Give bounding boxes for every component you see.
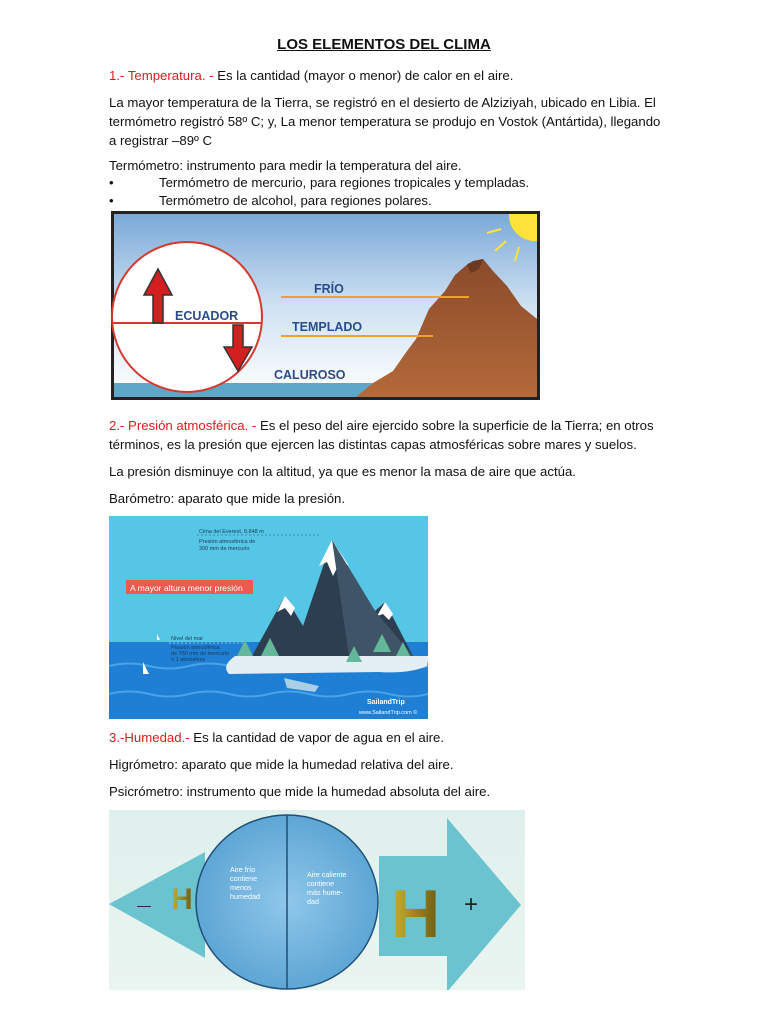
humidity-figure: [109, 810, 525, 990]
sec3-heading: 3.-Humedad.-: [109, 730, 190, 745]
sec3-psychrometer: Psicrómetro: instrumento que mide la humedad absoluta del aire.: [109, 784, 491, 799]
sec2-paragraph-1: [109, 416, 669, 454]
sec3-definition: Es la cantidad de vapor de agua en el aire.: [189, 730, 445, 745]
svg-text:Presión atmosférica de: Presión atmosférica de: [199, 539, 256, 545]
plus-icon: +: [464, 891, 479, 918]
climate-zones-figure: [111, 211, 540, 400]
svg-text:300 mm de mercurio: 300 mm de mercurio: [199, 546, 250, 552]
bullet-text: Termómetro de mercurio, para regiones tropicales y templadas.: [159, 175, 530, 190]
svg-text:contiene: contiene: [307, 879, 335, 888]
svg-text:Aire frío: Aire frío: [230, 865, 256, 874]
h-large-icon: H: [391, 876, 441, 952]
caluroso-label: CALUROSO: [274, 368, 346, 382]
h-small-icon: H: [171, 883, 193, 916]
minus-icon: —: [137, 897, 151, 913]
frio-label: FRÍO: [314, 282, 344, 296]
ecuador-label: ECUADOR: [175, 309, 239, 323]
svg-text:Nivel del mar: Nivel del mar: [171, 636, 204, 642]
sec1-definition: Es la cantidad (mayor o menor) de calor en el aire.: [213, 68, 514, 83]
sec2-barometer: Barómetro: aparato que mide la presión.: [109, 491, 346, 506]
svg-text:dad: dad: [307, 897, 319, 906]
altitude-label: A mayor altura menor presión: [130, 583, 243, 593]
svg-text:menos: menos: [230, 883, 252, 892]
sec3-hygrometer: Higrómetro: aparato que mide la humedad relativa del aire.: [109, 757, 454, 772]
sec1-heading: 1.- Temperatura. -: [109, 68, 214, 83]
sec1-heading-line: [109, 66, 669, 85]
svg-text:Cima del Everest, 8.848 m: Cima del Everest, 8.848 m: [199, 529, 264, 535]
page-title: LOS ELEMENTOS DEL CLIMA: [277, 36, 491, 53]
bullet-symbol: •: [109, 193, 114, 208]
island-base: [226, 656, 428, 674]
pressure-altitude-figure: [109, 516, 428, 719]
svg-text:más hume-: más hume-: [307, 888, 343, 897]
sec2-definition: Es el peso del aire ejercido sobre la superficie de la Tierra; en otros términos, es la presión que ejercen las distintas capas atmosféricas sobre mares y suelos.: [109, 418, 654, 452]
sec1-paragraph: La mayor temperatura de la Tierra, se registró en el desierto de Alziziyah, ubicado en Libia. El termómetro registró 58º C; y, La menor temperatura se produjo en Vostok (Antártida), llegando a registrar –89º C: [109, 95, 661, 148]
url-text: www.SailandTrip.com ©: [359, 710, 418, 716]
svg-text:de 760 mm de mercurio: de 760 mm de mercurio: [171, 651, 230, 657]
svg-text:humedad: humedad: [230, 892, 260, 901]
svg-text:contiene: contiene: [230, 874, 258, 883]
sec2-paragraph-2: La presión disminuye con la altitud, ya que es menor la masa de aire que actúa.: [109, 464, 576, 479]
logo-text: SailandTrip: [367, 699, 405, 706]
bullet-symbol: •: [109, 175, 114, 190]
templado-label: TEMPLADO: [292, 320, 363, 334]
sec3-heading-line: [109, 728, 669, 747]
bullet-text: Termómetro de alcohol, para regiones polares.: [159, 193, 432, 208]
sec1-thermometer: Termómetro: instrumento para medir la temperatura del aire.: [109, 158, 462, 173]
sec2-heading: 2.- Presión atmosférica. -: [109, 418, 257, 433]
svg-text:o 1 atmósfera: o 1 atmósfera: [171, 657, 205, 663]
svg-text:Presión atmosférica: Presión atmosférica: [171, 645, 220, 651]
svg-text:Aire caliente: Aire caliente: [307, 870, 347, 879]
